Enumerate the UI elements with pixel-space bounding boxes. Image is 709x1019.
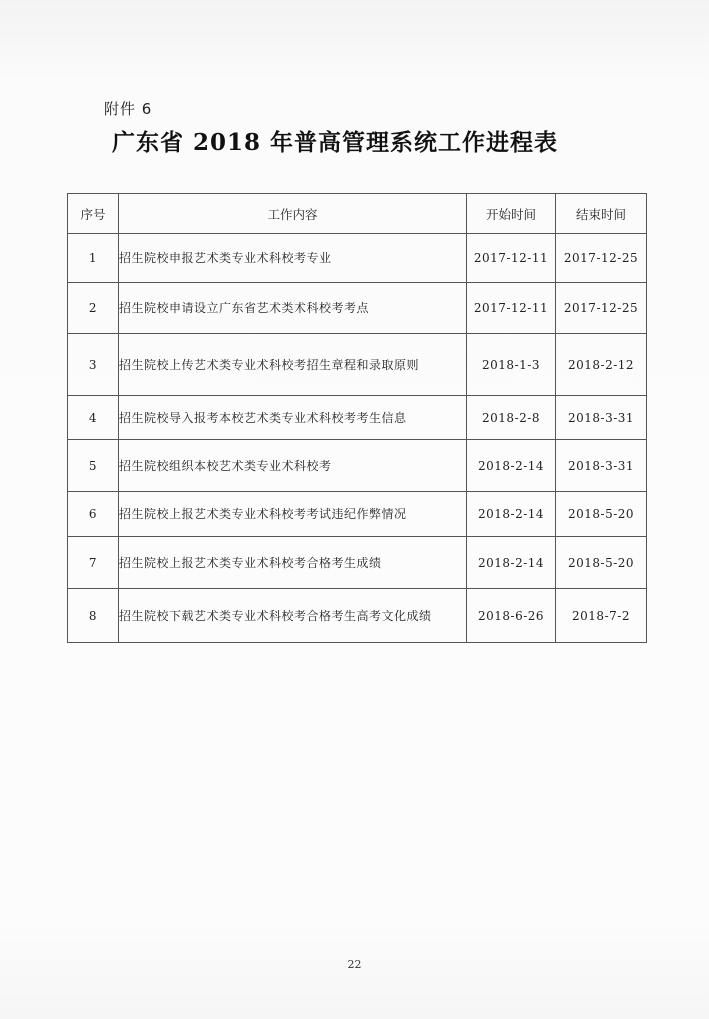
table-row xyxy=(68,283,647,334)
page-number: 22 xyxy=(347,958,362,971)
table-row xyxy=(68,234,647,283)
document-title: 广东省 2018 年普高管理系统工作进程表 xyxy=(112,129,559,156)
table-row xyxy=(68,396,647,440)
table-row xyxy=(68,589,647,643)
row-start-date: 2018-2-8 xyxy=(467,396,556,440)
attachment-label: 附件 6 xyxy=(104,100,153,118)
row-seq: 2 xyxy=(68,283,119,334)
header-task: 工作内容 xyxy=(119,194,467,234)
row-seq: 8 xyxy=(68,589,119,643)
row-task: 招生院校上报艺术类专业术科校考考试违纪作弊情况 xyxy=(119,492,467,537)
row-end-date: 2018-7-2 xyxy=(556,589,647,643)
row-seq: 4 xyxy=(68,396,119,440)
row-task: 招生院校申请设立广东省艺术类术科校考考点 xyxy=(119,283,467,334)
row-task: 招生院校组织本校艺术类专业术科校考 xyxy=(119,440,467,492)
row-task: 招生院校上传艺术类专业术科校考招生章程和录取原则 xyxy=(119,334,467,396)
row-task: 招生院校下载艺术类专业术科校考合格考生高考文化成绩 xyxy=(119,589,467,643)
row-seq: 1 xyxy=(68,234,119,283)
row-end-date: 2018-5-20 xyxy=(556,537,647,589)
table-row xyxy=(68,492,647,537)
row-seq: 6 xyxy=(68,492,119,537)
row-start-date: 2018-2-14 xyxy=(467,492,556,537)
row-start-date: 2018-2-14 xyxy=(467,440,556,492)
row-task: 招生院校导入报考本校艺术类专业术科校考考生信息 xyxy=(119,396,467,440)
row-start-date: 2018-2-14 xyxy=(467,537,556,589)
row-end-date: 2017-12-25 xyxy=(556,283,647,334)
header-end-date: 结束时间 xyxy=(556,194,647,234)
header-seq: 序号 xyxy=(68,194,119,234)
table-header-row xyxy=(68,194,647,234)
table-row xyxy=(68,334,647,396)
row-start-date: 2017-12-11 xyxy=(467,234,556,283)
row-end-date: 2018-3-31 xyxy=(556,440,647,492)
row-start-date: 2018-6-26 xyxy=(467,589,556,643)
row-seq: 7 xyxy=(68,537,119,589)
row-task: 招生院校申报艺术类专业术科校考专业 xyxy=(119,234,467,283)
row-end-date: 2018-5-20 xyxy=(556,492,647,537)
header-start-date: 开始时间 xyxy=(467,194,556,234)
row-task: 招生院校上报艺术类专业术科校考合格考生成绩 xyxy=(119,537,467,589)
row-seq: 5 xyxy=(68,440,119,492)
table-row xyxy=(68,537,647,589)
table-row xyxy=(68,440,647,492)
row-start-date: 2018-1-3 xyxy=(467,334,556,396)
row-end-date: 2017-12-25 xyxy=(556,234,647,283)
row-start-date: 2017-12-11 xyxy=(467,283,556,334)
row-seq: 3 xyxy=(68,334,119,396)
row-end-date: 2018-2-12 xyxy=(556,334,647,396)
row-end-date: 2018-3-31 xyxy=(556,396,647,440)
schedule-table xyxy=(67,193,647,643)
